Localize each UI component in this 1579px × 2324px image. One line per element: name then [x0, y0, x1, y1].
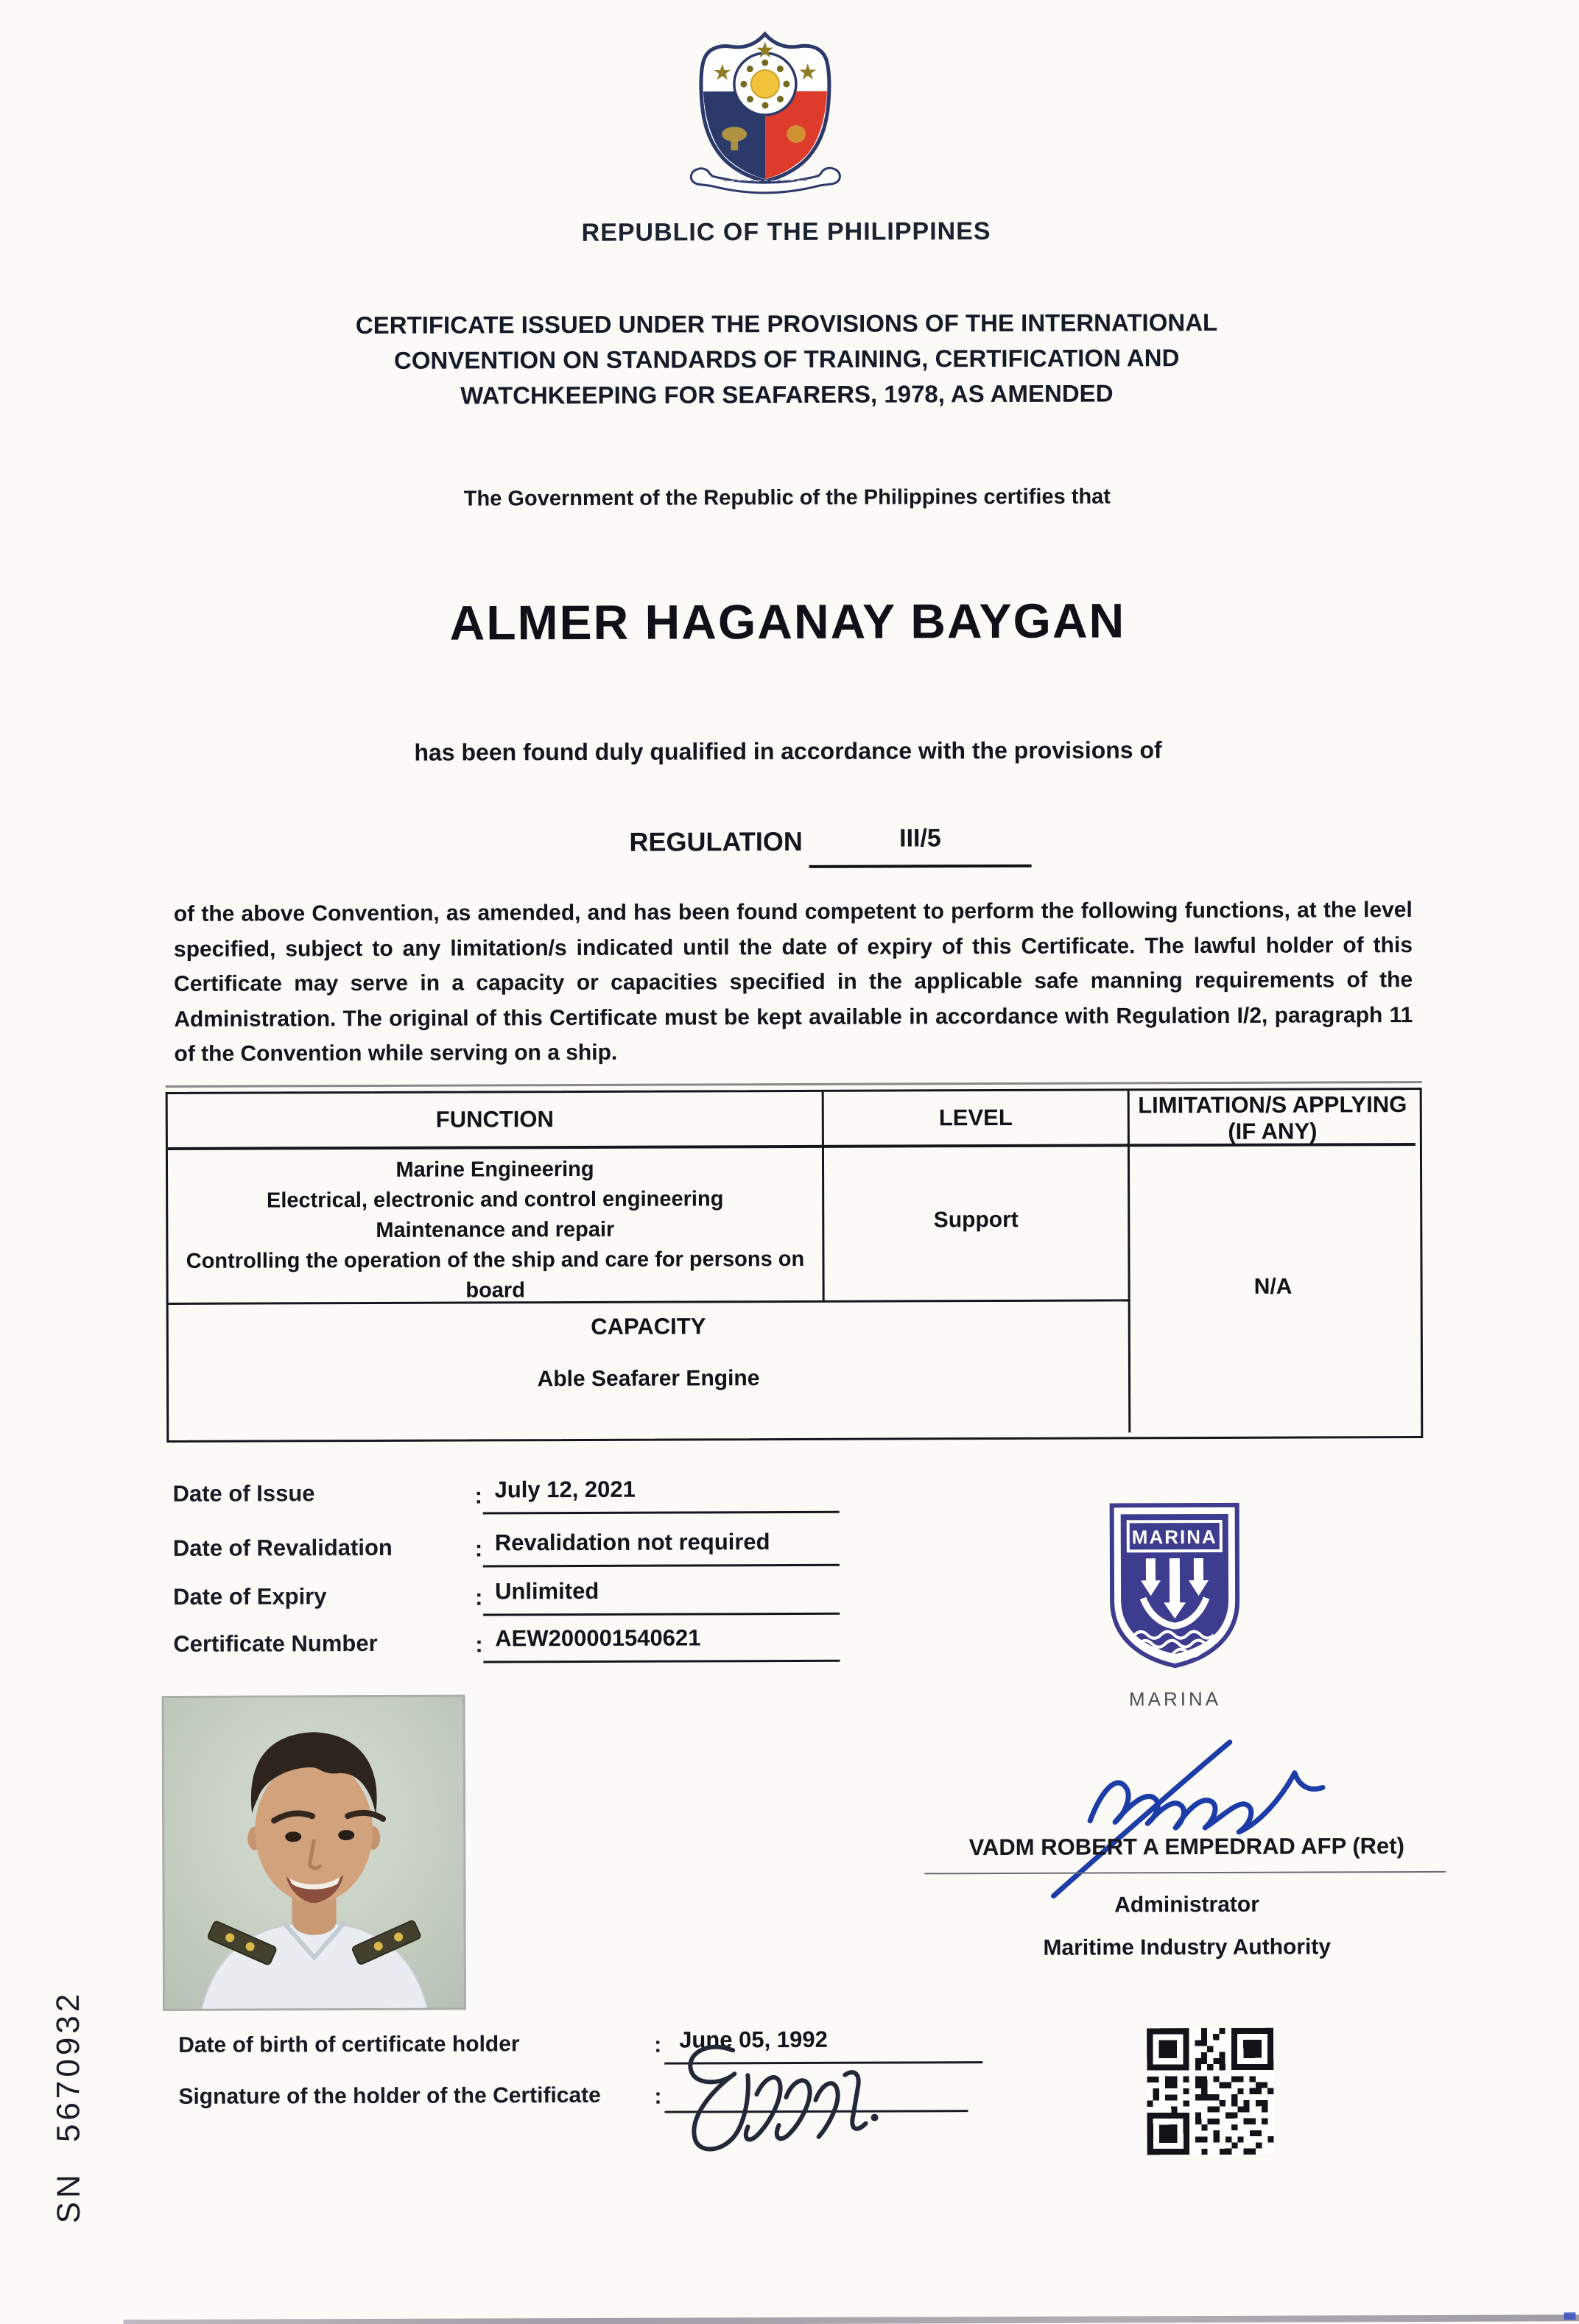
signatory-organization: Maritime Industry Authority: [1043, 1934, 1332, 1960]
title-line-1: CERTIFICATE ISSUED UNDER THE PROVISIONS OF THE INTERNATIONAL: [355, 308, 1218, 339]
holder-signature: [669, 2029, 898, 2169]
function-line-1: Marine Engineering: [395, 1157, 594, 1182]
function-line-2: Electrical, electronic and control engineering: [266, 1187, 724, 1213]
philippine-coat-of-arms-icon: [680, 25, 851, 213]
regulation-value: III/5: [809, 824, 1031, 868]
marina-logo-icon: [1105, 1499, 1245, 1671]
scan-edge-strip: [123, 2314, 1579, 2324]
certifies-line: The Government of the Republic of the Philippines certifies that: [463, 485, 1111, 511]
certificate-number-value: AEW200001540621: [483, 1624, 840, 1663]
limitation-cell: N/A: [1253, 1274, 1293, 1299]
serial-number: SN 5670932: [49, 1990, 88, 2224]
dob-value: June 05, 1992: [664, 2026, 982, 2065]
table-header-limitation: LIMITATION/S APPLYING (IF ANY): [1138, 1091, 1407, 1144]
separator-colon: :: [654, 2032, 662, 2057]
date-of-revalidation-label: Date of Revalidation: [172, 1534, 393, 1561]
holder-name: ALMER HAGANAY BAYGAN: [449, 593, 1126, 650]
competency-table: [166, 1088, 1424, 1443]
title-line-3: WATCHKEEPING FOR SEAFARERS, 1978, AS AMENDED: [460, 379, 1114, 409]
regulation-label: REGULATION: [629, 825, 803, 857]
separator-colon: :: [654, 2084, 662, 2109]
marina-caption: MARINA: [1128, 1687, 1222, 1711]
signatory-name: VADM ROBERT A EMPEDRAD AFP (Ret): [968, 1833, 1404, 1861]
scan-edge-mark: [1564, 2312, 1575, 2320]
body-paragraph: of the above Convention, as amended, and has been found competent to perform the following functions, at the level specified, subject to any limitation/s indicated until the date of expiry of this Certificate. The lawful holder of this Certificate may serve in a capacity or capacities specified in the applicable safe manning requirements of the Administration. The original of this Certificate must be kept available in accordance with Regulation I/2, paragraph 11 of the Convention while serving on a ship.: [173, 898, 1413, 1066]
qualified-line: has been found duly qualified in accordance with the provisions of: [414, 736, 1162, 766]
signatory-title: Administrator: [1114, 1892, 1259, 1918]
holder-signature-label: Signature of the holder of the Certificate: [178, 2082, 601, 2109]
svg-text:★: ★: [798, 59, 818, 85]
country-title: REPUBLIC OF THE PHILIPPINES: [581, 217, 991, 247]
qr-code: [1147, 2028, 1274, 2155]
dob-label: Date of birth of certificate holder: [178, 2032, 520, 2057]
separator-colon: :: [475, 1631, 483, 1658]
table-header-level: LEVEL: [938, 1104, 1013, 1131]
table-scan-double-line: [166, 1081, 1422, 1088]
date-of-issue-value: July 12, 2021: [482, 1476, 839, 1515]
separator-colon: :: [474, 1482, 482, 1509]
holder-photo: [162, 1695, 466, 2011]
separator-colon: :: [474, 1584, 483, 1610]
title-line-2: CONVENTION ON STANDARDS OF TRAINING, CERTIFICATION AND: [393, 344, 1180, 374]
capacity-label: CAPACITY: [591, 1313, 706, 1339]
svg-text:★: ★: [755, 38, 776, 64]
certificate-title: [0, 303, 1576, 415]
function-cell: [183, 1154, 808, 1307]
svg-text:★: ★: [712, 60, 733, 86]
svg-text:MARINA: MARINA: [1131, 1525, 1217, 1549]
table-header-function: FUNCTION: [435, 1106, 554, 1133]
administrator-signature: [1022, 1727, 1340, 1901]
date-of-expiry-value: Unlimited: [483, 1577, 840, 1616]
date-of-revalidation-value: Revalidation not required: [483, 1529, 840, 1568]
certificate-number-label: Certificate Number: [173, 1630, 378, 1657]
capacity-value: Able Seafarer Engine: [537, 1366, 760, 1392]
level-cell: Support: [933, 1207, 1019, 1233]
date-of-issue-label: Date of Issue: [172, 1480, 315, 1507]
date-of-expiry-label: Date of Expiry: [172, 1583, 327, 1610]
separator-colon: :: [474, 1535, 483, 1562]
function-line-3: Maintenance and repair: [376, 1217, 615, 1242]
function-line-4: Controlling the operation of the ship and care for persons on board: [186, 1247, 805, 1303]
